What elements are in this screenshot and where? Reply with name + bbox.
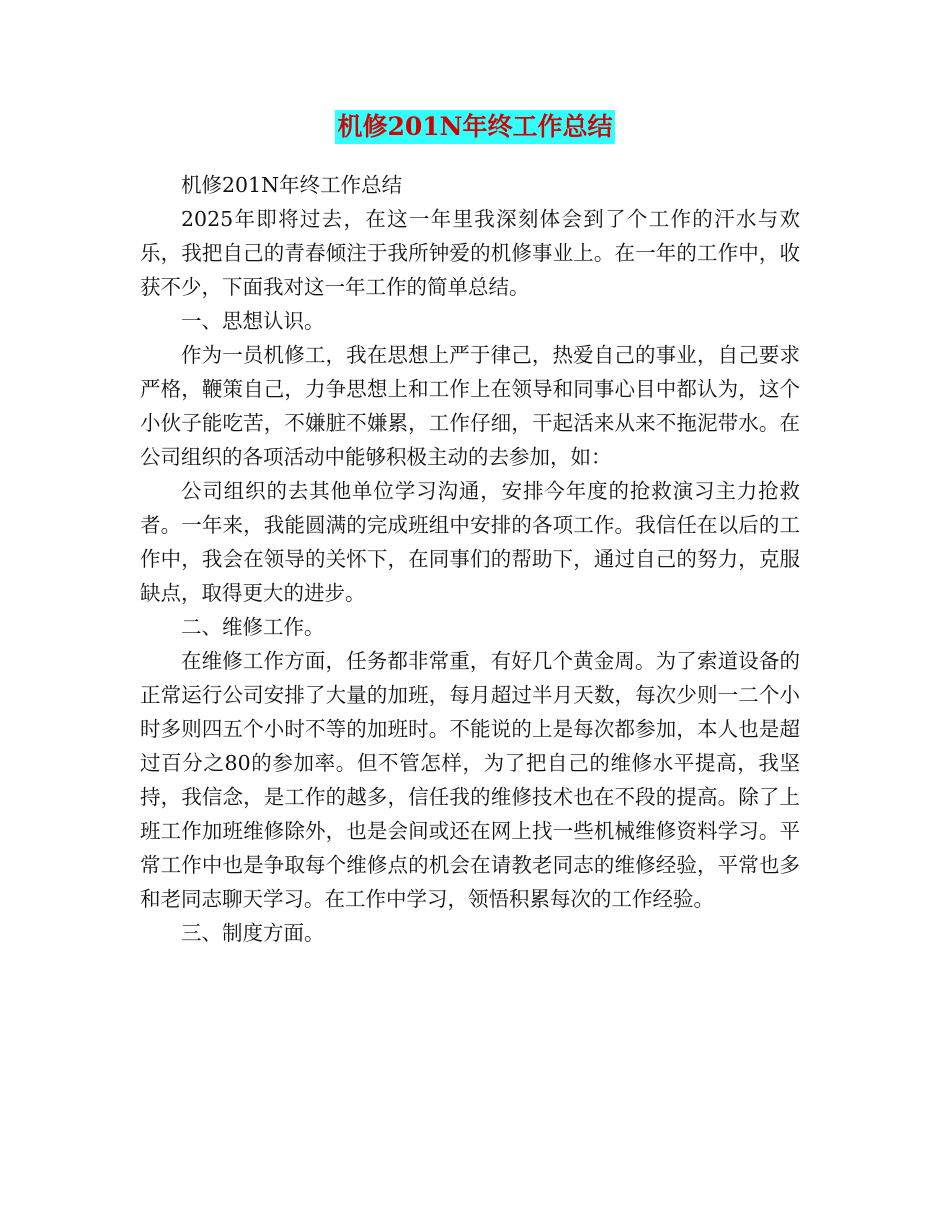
paragraph-activities: 公司组织的去其他单位学习沟通，安排今年度的抢救演习主力抢救者。一年来，我能圆满的完成班组中安排的各项工作。我信任在以后的工作中，我会在领导的关怀下，在同事们的帮助下，通过自己的努力，克服缺点，取得更大的进步。: [140, 479, 800, 605]
document-body: [140, 168, 800, 950]
paragraph-maintenance: 在维修工作方面，任务都非常重，有好几个黄金周。为了索道设备的正常运行公司安排了大量的加班，每月超过半月天数，每次少则一二个小时多则四五个小时不等的加班时。不能说的上是每次都参加，本人也是超过百分之80的参加率。但不管怎样，为了把自己的维修水平提高，我坚持，我信念，是工作的越多，信任我的维修技术也在不段的提高。除了上班工作加班维修除外，也是会间或还在网上找一些机械维修资料学习。平常工作中也是争取每个维修点的机会在请教老同志的维修经验，平常也多和老同志聊天学习。在工作中学习，领悟积累每次的工作经验。: [140, 649, 800, 911]
paragraph-thought: 作为一员机修工，我在思想上严于律己，热爱自己的事业，自己要求严格，鞭策自己，力争思想上和工作上在领导和同事心目中都认为，这个小伙子能吃苦，不嫌脏不嫌累，工作仔细，干起活来从来不拖泥带水。在公司组织的各项活动中能够积极主动的去参加，如：: [140, 343, 800, 469]
paragraph-intro: 2025年即将过去，在这一年里我深刻体会到了个工作的汗水与欢乐，我把自己的青春倾注于我所钟爱的机修事业上。在一年的工作中，收获不少，下面我对这一年工作的简单总结。: [140, 207, 800, 299]
title-container: [0, 110, 950, 144]
section-heading-thought: 一、思想认识。: [181, 309, 325, 333]
section-heading-maintenance: 二、维修工作。: [181, 615, 325, 639]
section-heading-rules: 三、制度方面。: [181, 921, 325, 945]
paragraph-subtitle: 机修201N年终工作总结: [181, 173, 403, 197]
document-title: 机修201N年终工作总结: [335, 110, 614, 144]
